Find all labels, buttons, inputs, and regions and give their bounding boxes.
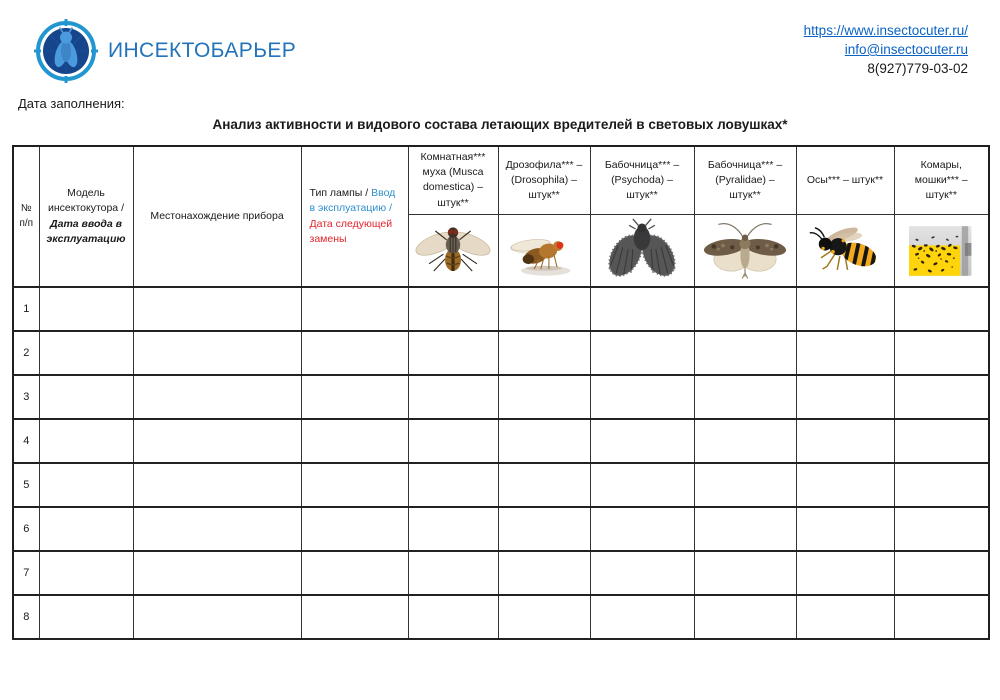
empty-cell xyxy=(133,463,301,507)
company-logo xyxy=(33,18,296,84)
empty-cell xyxy=(894,507,989,551)
pyralidae-moth-image xyxy=(699,218,791,284)
empty-cell xyxy=(796,287,894,331)
empty-cell xyxy=(39,463,133,507)
empty-cell xyxy=(498,331,590,375)
empty-cell xyxy=(301,287,408,331)
empty-cell xyxy=(590,287,694,331)
empty-cell xyxy=(590,419,694,463)
empty-cell xyxy=(39,419,133,463)
col-header-housefly: Комнатная*** муха (Musca domestica) – штук** xyxy=(408,146,498,214)
col-header-model xyxy=(39,146,133,287)
empty-cell xyxy=(694,595,796,639)
col-header-lamp xyxy=(301,146,408,287)
fill-date-label: Дата заполнения: xyxy=(18,96,125,111)
row-number: 3 xyxy=(13,375,39,419)
empty-cell xyxy=(301,419,408,463)
empty-cell xyxy=(796,419,894,463)
col-header-drosophila: Дрозофила*** – (Drosophila) – штук** xyxy=(498,146,590,214)
lamp-type-label: Тип лампы / xyxy=(309,187,369,200)
empty-cell xyxy=(133,595,301,639)
empty-cell xyxy=(694,551,796,595)
empty-cell xyxy=(894,287,989,331)
header-row-labels xyxy=(13,146,989,214)
row-number: 1 xyxy=(13,287,39,331)
row-number: 6 xyxy=(13,507,39,551)
sticky-trap-midges-image xyxy=(901,220,981,282)
empty-cell xyxy=(498,551,590,595)
col-header-mosquitoes: Комары, мошки*** – штук** xyxy=(894,146,989,214)
empty-cell xyxy=(408,331,498,375)
document-title: Анализ активности и видового состава летающих вредителей в световых ловушках* xyxy=(212,117,788,132)
table-row xyxy=(13,375,989,419)
psychoda-image-cell xyxy=(590,214,694,287)
empty-cell xyxy=(408,507,498,551)
table-body xyxy=(13,287,989,639)
empty-cell xyxy=(796,375,894,419)
email-link[interactable]: info@insectocuter.ru xyxy=(844,42,968,57)
empty-cell xyxy=(694,507,796,551)
empty-cell xyxy=(796,595,894,639)
empty-cell xyxy=(133,331,301,375)
empty-cell xyxy=(894,419,989,463)
empty-cell xyxy=(590,375,694,419)
empty-cell xyxy=(694,463,796,507)
empty-cell xyxy=(498,287,590,331)
housefly-image xyxy=(413,220,493,282)
drosophila-image xyxy=(503,220,585,282)
website-link[interactable]: https://www.insectocuter.ru/ xyxy=(803,23,968,38)
empty-cell xyxy=(301,463,408,507)
empty-cell xyxy=(39,507,133,551)
empty-cell xyxy=(408,551,498,595)
empty-cell xyxy=(301,595,408,639)
empty-cell xyxy=(133,551,301,595)
empty-cell xyxy=(133,419,301,463)
col-header-wasps: Осы*** – штук** xyxy=(796,146,894,214)
lamp-commissioning-label: Ввод в эксплуатацию / xyxy=(309,187,396,215)
empty-cell xyxy=(498,419,590,463)
empty-cell xyxy=(694,287,796,331)
empty-cell xyxy=(694,331,796,375)
empty-cell xyxy=(498,375,590,419)
sticky-trap-image-cell xyxy=(894,214,989,287)
analysis-table xyxy=(12,145,990,640)
phone-number: 8(927)779-03-02 xyxy=(867,61,968,76)
empty-cell xyxy=(498,463,590,507)
table-row xyxy=(13,287,989,331)
contact-block xyxy=(804,21,968,78)
empty-cell xyxy=(796,551,894,595)
empty-cell xyxy=(39,375,133,419)
row-number: 8 xyxy=(13,595,39,639)
col-header-location: Местонахождение прибора xyxy=(133,146,301,287)
table-row xyxy=(13,419,989,463)
table-row xyxy=(13,331,989,375)
empty-cell xyxy=(694,375,796,419)
empty-cell xyxy=(301,551,408,595)
table-row xyxy=(13,551,989,595)
empty-cell xyxy=(796,463,894,507)
brand-name: ИНСЕКТОБАРЬЕР xyxy=(108,39,297,62)
model-label: Модель инсектокутора / xyxy=(47,187,124,215)
empty-cell xyxy=(590,551,694,595)
empty-cell xyxy=(894,551,989,595)
empty-cell xyxy=(894,595,989,639)
empty-cell xyxy=(408,419,498,463)
empty-cell xyxy=(796,507,894,551)
empty-cell xyxy=(408,287,498,331)
empty-cell xyxy=(39,331,133,375)
empty-cell xyxy=(408,595,498,639)
pyralidae-image-cell xyxy=(694,214,796,287)
empty-cell xyxy=(133,375,301,419)
wasp-image-cell xyxy=(796,214,894,287)
col-header-psychoda: Бабочница*** – (Psychoda) – штук** xyxy=(590,146,694,214)
row-number: 5 xyxy=(13,463,39,507)
empty-cell xyxy=(133,287,301,331)
row-number: 4 xyxy=(13,419,39,463)
empty-cell xyxy=(39,287,133,331)
empty-cell xyxy=(694,419,796,463)
empty-cell xyxy=(39,551,133,595)
empty-cell xyxy=(408,375,498,419)
col-header-number: № п/п xyxy=(13,146,39,287)
empty-cell xyxy=(301,507,408,551)
col-header-pyralidae: Бабочница*** – (Pyralidae) – штук** xyxy=(694,146,796,214)
empty-cell xyxy=(796,331,894,375)
empty-cell xyxy=(301,331,408,375)
wasp-image xyxy=(802,220,888,282)
empty-cell xyxy=(133,507,301,551)
empty-cell xyxy=(590,595,694,639)
table-row xyxy=(13,595,989,639)
table-row xyxy=(13,507,989,551)
empty-cell xyxy=(590,331,694,375)
model-commissioning-date-label: Дата ввода в эксплуатацию xyxy=(46,217,126,245)
empty-cell xyxy=(590,507,694,551)
row-number: 2 xyxy=(13,331,39,375)
empty-cell xyxy=(894,375,989,419)
housefly-image-cell xyxy=(408,214,498,287)
drosophila-image-cell xyxy=(498,214,590,287)
psychoda-moth-fly-image xyxy=(596,218,688,284)
row-number: 7 xyxy=(13,551,39,595)
empty-cell xyxy=(498,507,590,551)
empty-cell xyxy=(408,463,498,507)
empty-cell xyxy=(894,463,989,507)
empty-cell xyxy=(39,595,133,639)
empty-cell xyxy=(894,331,989,375)
empty-cell xyxy=(590,463,694,507)
table-row xyxy=(13,463,989,507)
fly-target-icon xyxy=(33,18,99,84)
empty-cell xyxy=(498,595,590,639)
empty-cell xyxy=(301,375,408,419)
lamp-next-replacement-label: Дата следующей замены xyxy=(309,217,393,245)
